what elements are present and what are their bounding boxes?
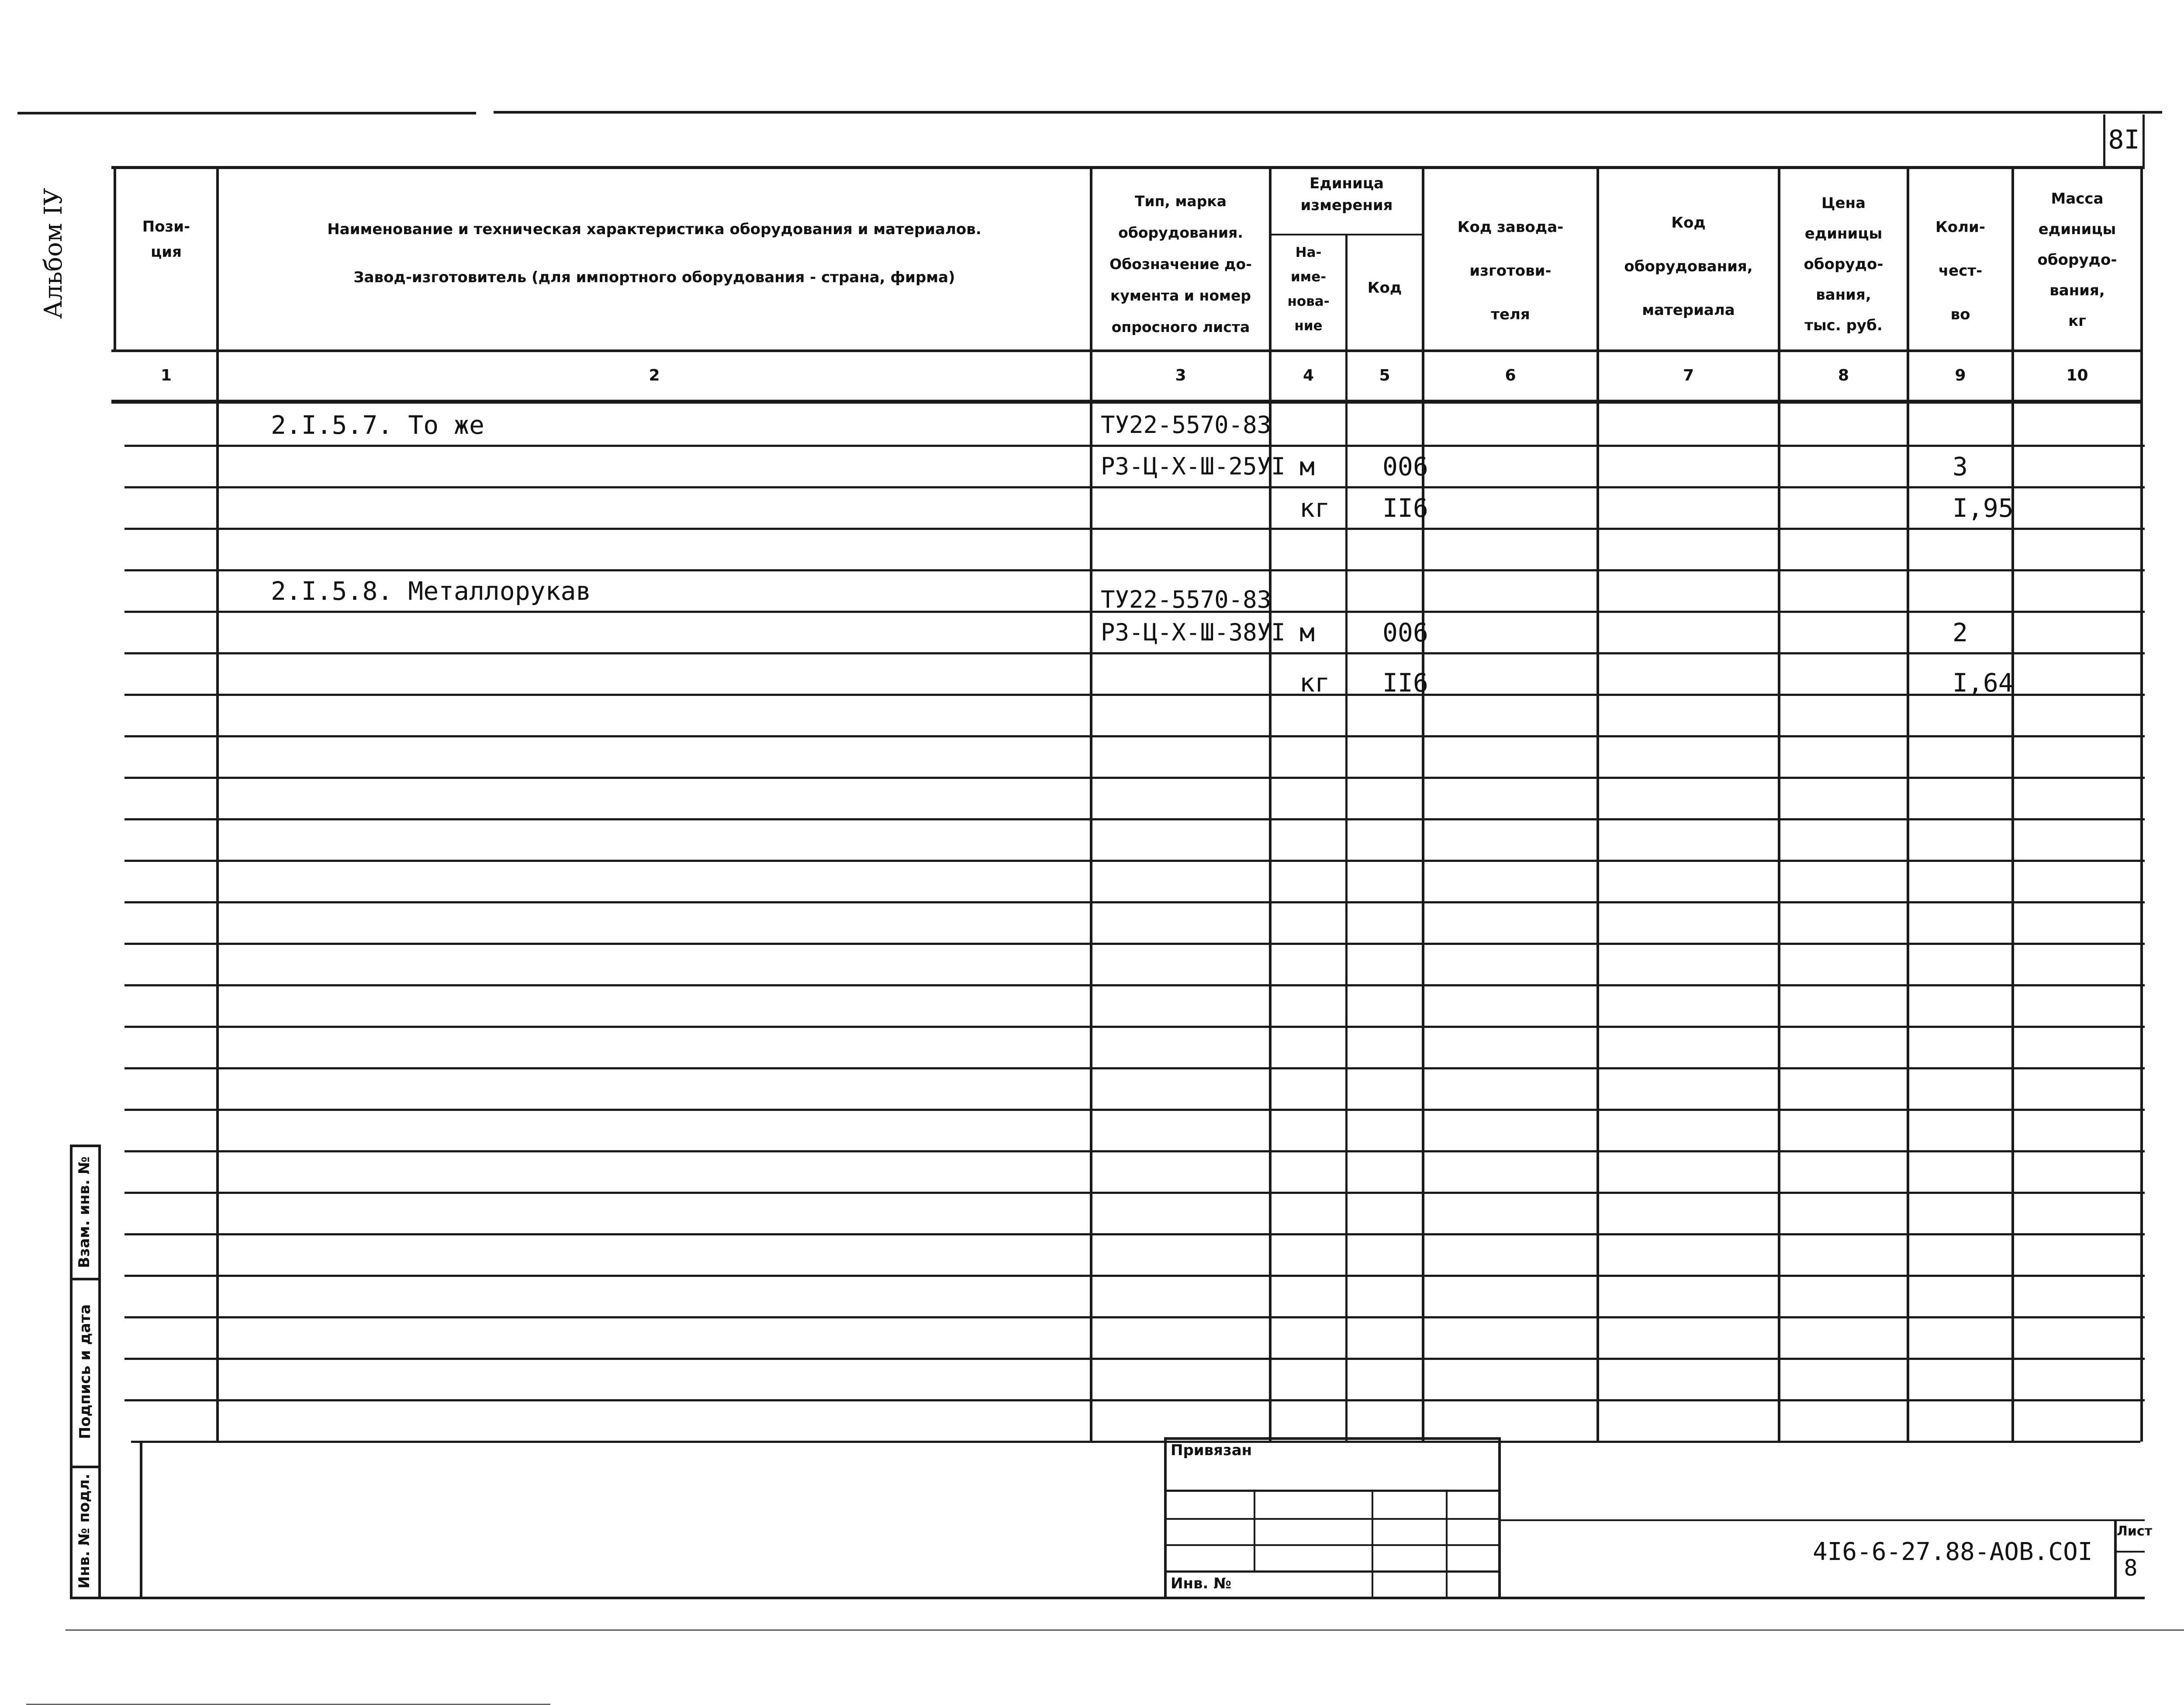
row-7-code: II6 (1382, 668, 1428, 698)
unit-group-header: Единица измерения (1300, 175, 1393, 214)
sheet-number: 8 (2124, 1555, 2138, 1581)
col-5-number: 5 (1379, 367, 1390, 384)
row-5-name: 2.I.5.8. Металлорукав (271, 576, 591, 606)
row-6-type: РЗ-Ц-Х-Ш-38УI (1101, 619, 1286, 646)
row-2-unit: м (1299, 452, 1315, 481)
row-1-type: ТУ22-5570-83 (1101, 411, 1272, 439)
col-6-number: 6 (1505, 367, 1516, 384)
row-7-qty: I,64 (1952, 668, 2014, 698)
col-3-number: 3 (1175, 367, 1186, 384)
row-2-code: 006 (1382, 452, 1428, 481)
row-2-qty: 3 (1952, 452, 1968, 481)
row-1-name: 2.I.5.7. То же (271, 410, 484, 440)
col-9-header: Коли- чест- во (1935, 218, 1985, 323)
col-8-header: Цена единицы оборудо- вания, тыс. руб. (1804, 194, 1883, 334)
row-3-unit: кг (1299, 493, 1330, 523)
row-2-type: РЗ-Ц-Х-Ш-25УI (1101, 453, 1286, 480)
col-2-number: 2 (649, 367, 660, 384)
top-sheet-number: 8I (2108, 125, 2140, 155)
album-label: Альбом IУ (39, 188, 68, 319)
col-10-number: 10 (2066, 367, 2088, 384)
col-4-header: На- име- нова- ние (1287, 245, 1330, 334)
stamp-inv-label: Инв. № (1171, 1575, 1232, 1592)
row-7-unit: кг (1299, 668, 1330, 698)
row-3-qty: I,95 (1952, 493, 2014, 523)
col-3-header: Тип, марка оборудования. Обозначение до- кумента и номер опросного листа (1109, 193, 1252, 335)
row-6-qty: 2 (1952, 618, 1968, 647)
col-7-number: 7 (1683, 367, 1694, 384)
document-code: 4I6-6-27.88-АОВ.СОI (1813, 1538, 2093, 1566)
row-3-code: II6 (1382, 493, 1428, 523)
col-8-number: 8 (1838, 367, 1849, 384)
row-5-type: ТУ22-5570-83 (1101, 586, 1272, 613)
col-10-header: Масса единицы оборудо- вания, кг (2037, 190, 2117, 330)
row-6-code: 006 (1382, 618, 1428, 647)
col-5-header: Код (1367, 279, 1402, 297)
col-2-header: Наименование и техническая характеристика оборудования и материалов. Завод-изготовитель (для импортного оборудования - страна, фирма) (327, 221, 981, 286)
side-label-replacement-inv: Взам. инв. № (76, 1156, 93, 1268)
sheet-label: Лист (2117, 1524, 2153, 1539)
side-label-original-inv: Инв. № подл. (76, 1473, 93, 1589)
col-6-header: Код завода- изготови- теля (1457, 218, 1564, 323)
col-4-number: 4 (1303, 367, 1314, 384)
side-label-signature-date: Подпись и дата (76, 1304, 94, 1439)
col-1-number: 1 (160, 367, 172, 384)
col-7-header: Код оборудования, материала (1624, 214, 1753, 319)
col-9-number: 9 (1955, 367, 1966, 384)
row-6-unit: м (1299, 618, 1315, 647)
col-1-header: Пози- ция (142, 218, 190, 261)
stamp-title: Привязан (1171, 1442, 1252, 1459)
